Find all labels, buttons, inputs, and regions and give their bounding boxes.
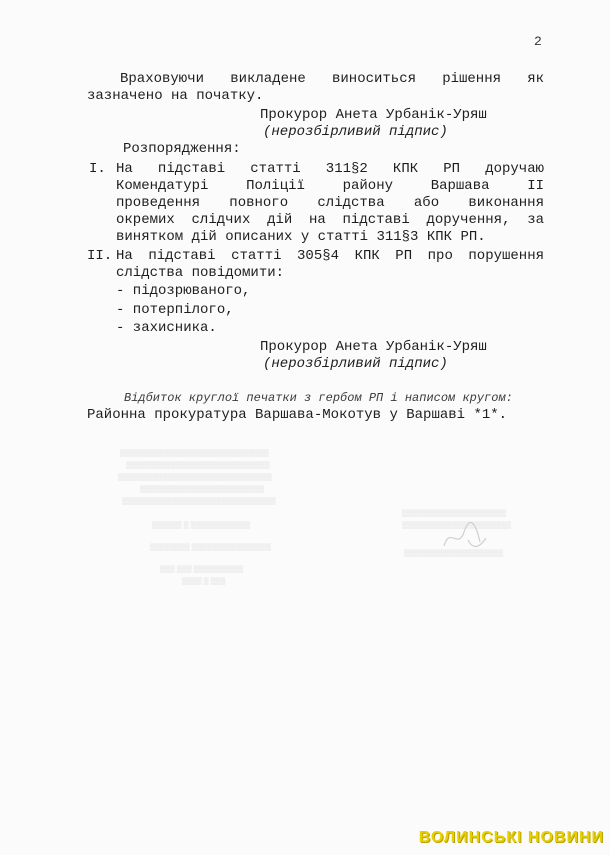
item-1-number: I. (89, 161, 106, 177)
item-2-number: II. (87, 248, 113, 264)
item-1-line-2: Комендатурі Поліції району Варшава II (116, 178, 544, 194)
faint-signature-scribble (440, 520, 490, 556)
watermark-logo: ВОЛИНСЬКІ НОВИНИ (418, 829, 604, 846)
notify-item-3: - захисника. (116, 320, 217, 336)
item-1-line-1: На підставі статті 311§2 КПК РП доручаю (116, 161, 544, 177)
notify-item-1: - підозрюваного, (116, 283, 251, 299)
document-page: 2 Враховуючи викладене виноситься рішення як зазначено на початку. Прокурор Анета Урбанік-Уряш (нерозбірливий підпис) Розпорядження: I. На підставі статті 311§2 КПК РП доручаю Комендатурі Поліції району Варшава II проведення повного слідства або виконання окремих слідчих дій на підставі доручення, за винятком дій описаних у статті 311§3 КПК РП. II. На підставі статті 305§4 КПК РП про порушення слідства повідомити: - підозрюваного, - потерпілого, - захисника. Прокурор Анета Урбанік-Уряш (нерозбірливий підпис) Відбиток круглої печатки з гербом РП і написом кругом: Районна прокуратура Варшава-Мокотув у Варшаві *1*. ▒▒▒▒▒▒▒▒▒▒▒▒▒▒▒▒▒▒▒▒▒▒▒▒▒▒▒▒▒▒ ▒▒▒▒▒▒▒▒▒▒▒▒▒▒▒▒▒▒▒▒▒▒▒▒▒▒▒▒▒ ▒▒▒▒▒▒▒▒▒▒▒▒▒▒▒▒▒▒▒▒▒▒▒▒▒▒▒▒▒▒▒ ▒▒▒▒▒▒▒▒▒▒▒▒▒▒▒▒▒▒▒▒▒▒▒▒▒ ▒▒▒▒▒▒▒▒▒▒▒▒▒▒▒▒▒▒▒▒▒▒▒▒▒▒▒▒▒▒▒ ▒▒▒▒▒▒ ▒ ▒▒▒▒▒▒▒▒▒▒▒▒ ▒▒▒▒▒▒▒▒ ▒▒▒▒▒▒▒▒▒▒▒▒▒▒▒▒ ▒▒▒ ▒▒▒ ▒▒▒▒▒▒▒▒▒▒ ▒▒▒▒ ▒ ▒▒▒ ▒▒▒▒▒▒▒▒▒▒▒▒▒▒▒▒▒▒▒▒▒ ▒▒▒▒▒▒▒▒▒▒▒▒▒▒▒▒▒▒▒▒▒▒ ▒▒▒▒▒▒▒▒▒▒▒▒▒▒▒▒▒▒▒▒ ВОЛИНСЬКІ НОВИНИ (87, 34, 604, 846)
stamp-description: Відбиток круглої печатки з гербом РП і написом кругом: (124, 391, 513, 405)
item-2-line-2: слідства повідомити: (116, 265, 285, 281)
intro-line-1: Враховуючи викладене виноситься рішення як (120, 71, 544, 87)
signature-1-name: Прокурор Анета Урбанік-Уряш (260, 107, 487, 123)
orders-heading: Розпорядження: (123, 141, 241, 157)
stamp-text: Районна прокуратура Варшава-Мокотув у Варшаві *1*. (87, 407, 508, 423)
page-number: 2 (534, 34, 542, 49)
signature-1-note: (нерозбірливий підпис) (263, 124, 448, 140)
item-1-line-5: винятком дій описаних у статті 311§3 КПК РП. (116, 229, 486, 245)
item-1-line-3: проведення повного слідства або виконання (116, 195, 544, 211)
item-1-line-4: окремих слідчих дій на підставі доручення, за (116, 212, 544, 228)
item-2-line-1: На підставі статті 305§4 КПК РП про порушення (116, 248, 544, 264)
notify-item-2: - потерпілого, (116, 302, 234, 318)
intro-line-2: зазначено на початку. (87, 88, 264, 104)
signature-2-name: Прокурор Анета Урбанік-Уряш (260, 339, 487, 355)
signature-2-note: (нерозбірливий підпис) (263, 356, 448, 372)
